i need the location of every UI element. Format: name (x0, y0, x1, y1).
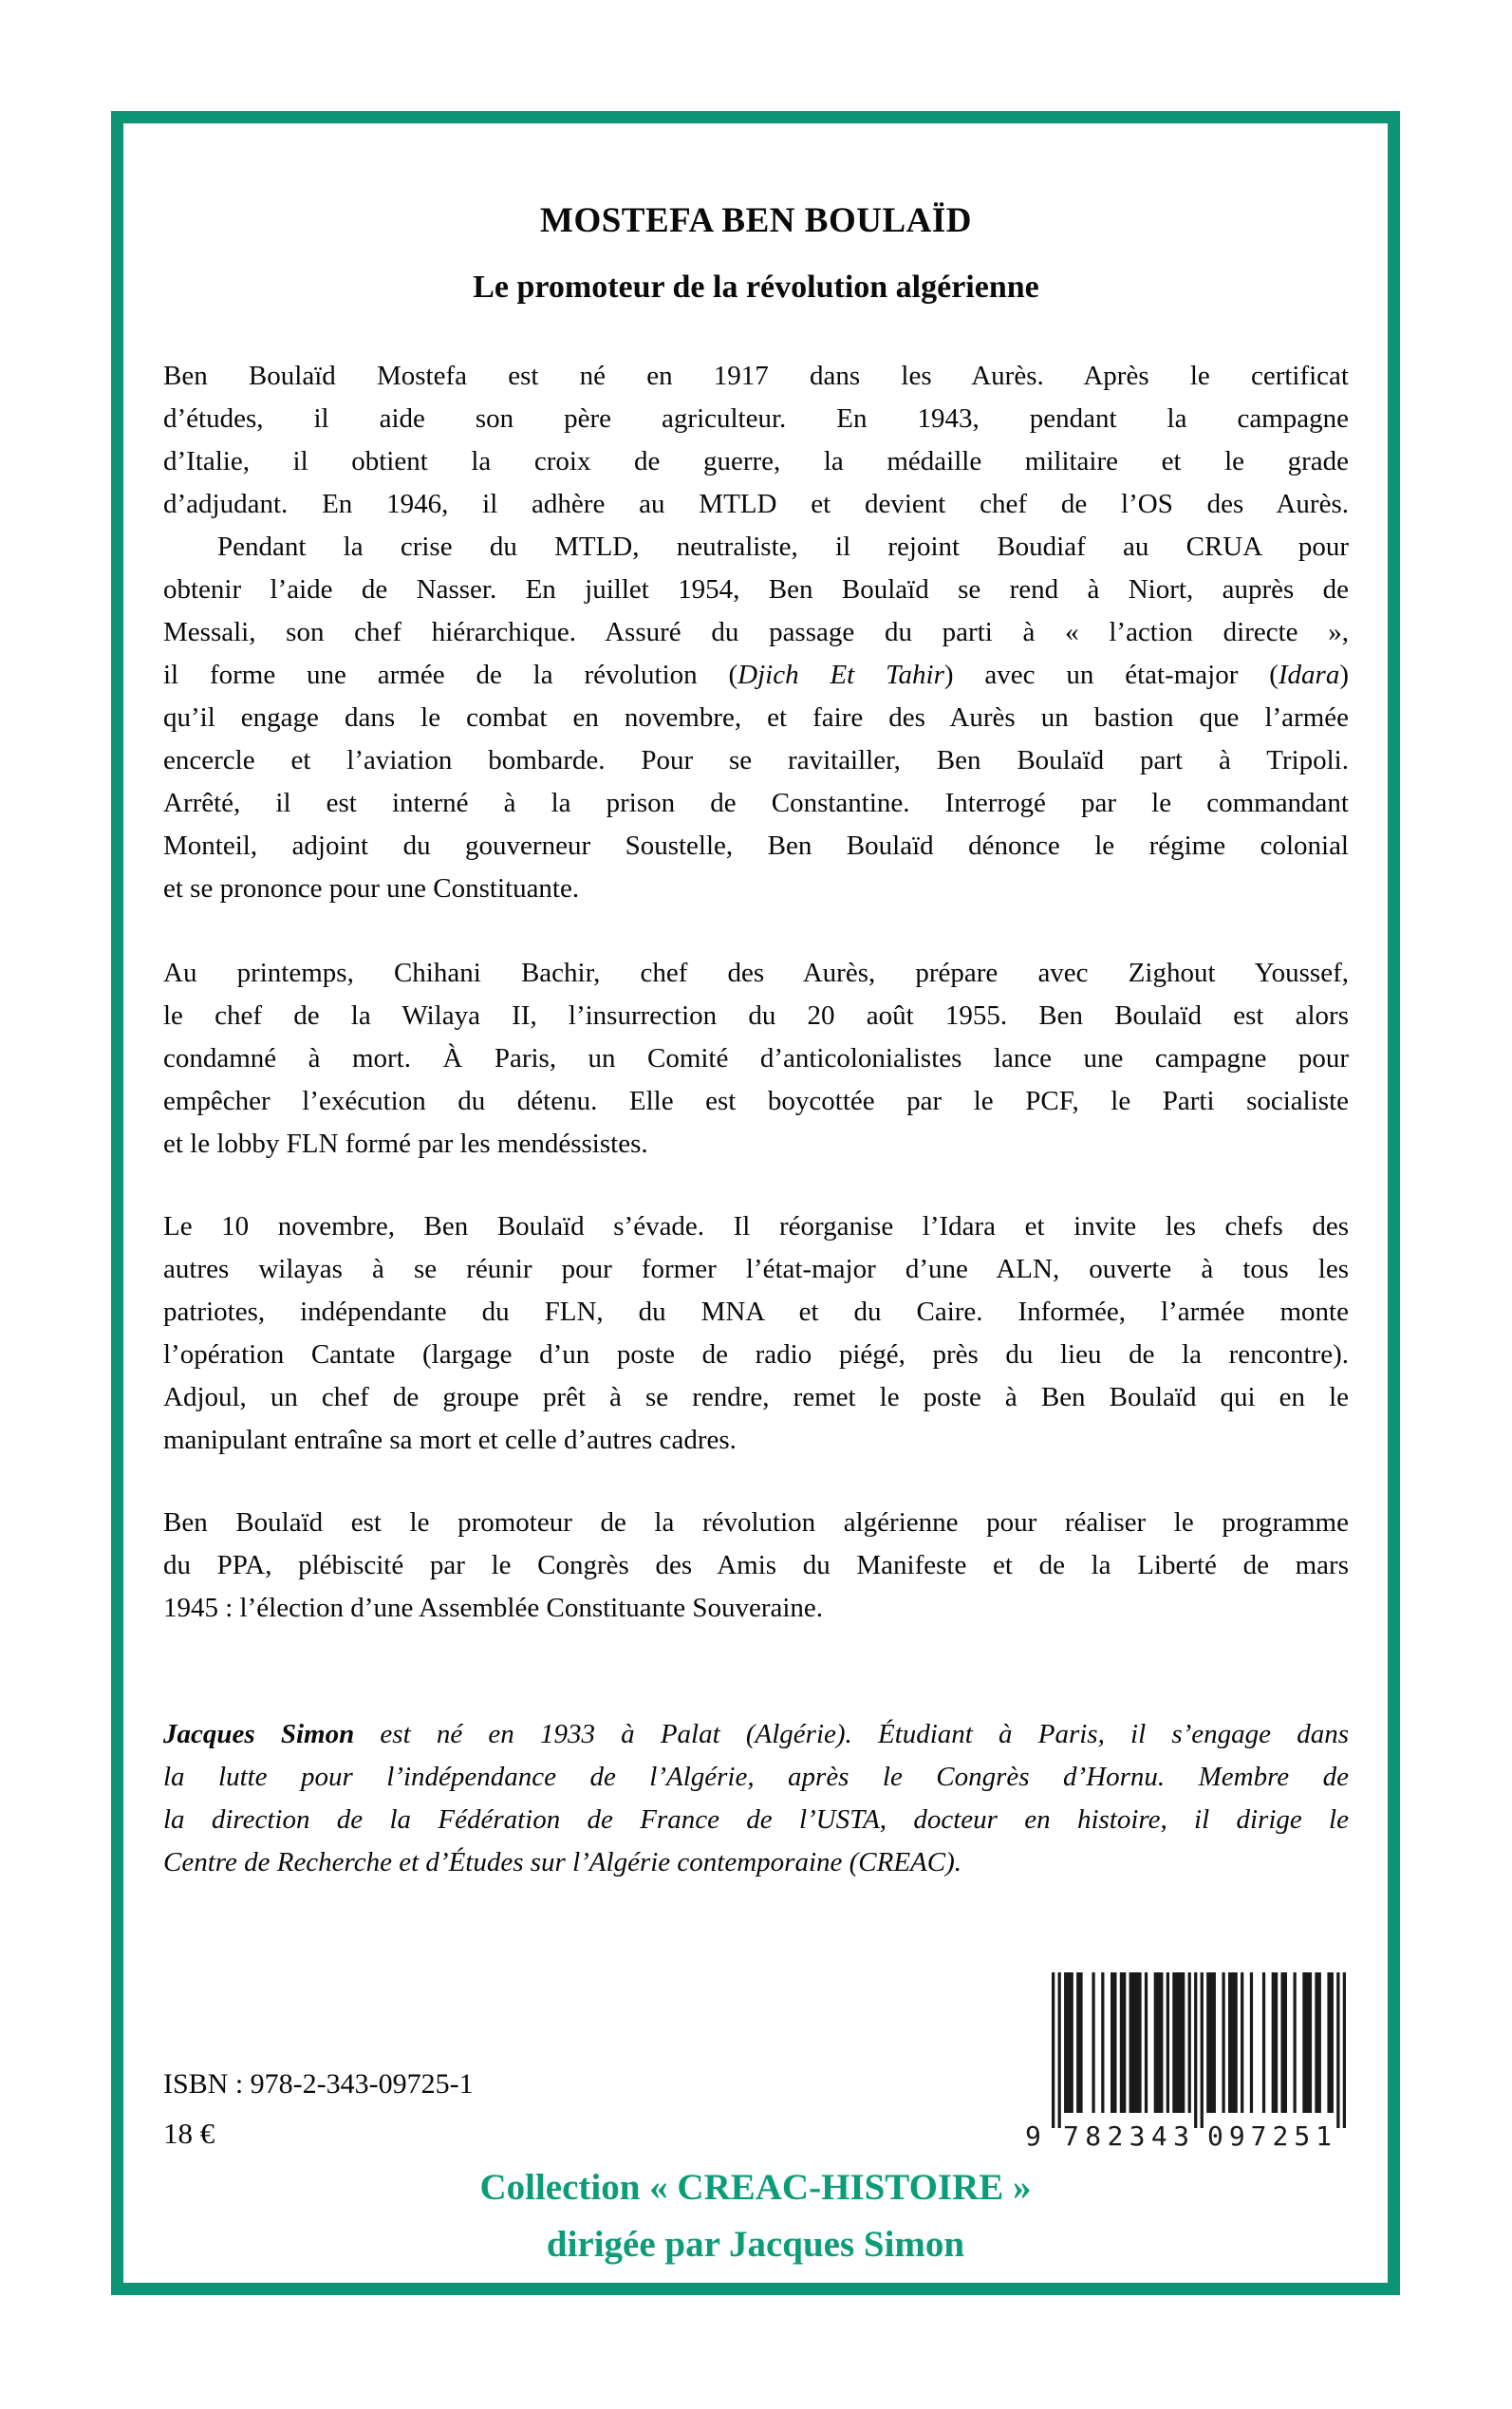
barcode-digit: 1 (1316, 2120, 1332, 2152)
text-line: autres wilayas à se réunir pour former l’état-major d’une ALN, ouverte à tous les (163, 1254, 1349, 1284)
text-line: Au printemps, Chihani Bachir, chef des Aurès, prépare avec Zighout Youssef, (163, 958, 1349, 988)
collection-title: Collection « CREAC-HISTOIRE » (479, 2167, 1032, 2208)
text-line: le chef de la Wilaya II, l’insurrection du 20 août 1955. Ben Boulaïd est alors (163, 1000, 1349, 1031)
isbn-label: ISBN : 978-2-343-09725-1 (163, 2068, 474, 2100)
barcode-digit: 4 (1150, 2120, 1167, 2152)
cover-frame (111, 111, 1400, 2295)
synopsis-paragraph-3 (163, 952, 1349, 1166)
barcode-digits (1025, 2120, 1372, 2153)
collection-director: dirigée par Jacques Simon (546, 2224, 965, 2265)
barcode-digit: 3 (1173, 2120, 1189, 2152)
text-line: obtenir l’aide de Nasser. En juillet 1954, Ben Boulaïd se rend à Niort, auprès de (163, 574, 1349, 605)
barcode-digit: 0 (1207, 2120, 1223, 2152)
synopsis-paragraph-2 (163, 526, 1349, 910)
book-subtitle: Le promoteur de la révolution algérienne (473, 270, 1039, 305)
text-line: 1945 : l’élection d’une Assemblée Constituante Souveraine. (163, 1593, 824, 1623)
barcode-digit: 9 (1228, 2120, 1245, 2152)
text-line: d’adjudant. En 1946, il adhère au MTLD et devient chef de l’OS des Aurès. (163, 489, 1349, 519)
barcode-digit-group (1207, 2120, 1332, 2153)
barcode-digit: 7 (1250, 2120, 1267, 2152)
synopsis-paragraph-5 (163, 1502, 1349, 1630)
text-line: la direction de la Fédération de France de l’USTA, docteur en histoire, il dirige le (163, 1804, 1349, 1835)
text-line: d’Italie, il obtient la croix de guerre, la médaille militaire et le grade (163, 446, 1349, 476)
barcode-digit: 7 (1063, 2120, 1079, 2152)
barcode-digit: 5 (1294, 2120, 1311, 2152)
text-line: encercle et l’aviation bombarde. Pour se ravitailler, Ben Boulaïd part à Tripoli. (163, 745, 1349, 775)
text-line: et le lobby FLN formé par les mendéssistes. (163, 1129, 648, 1159)
barcode-digit: 3 (1129, 2120, 1146, 2152)
synopsis (163, 355, 1349, 1630)
text-line: Le 10 novembre, Ben Boulaïd s’évade. Il réorganise l’Idara et invite les chefs des (163, 1211, 1349, 1242)
text-line: la lutte pour l’indépendance de l’Algérie, après le Congrès d’Hornu. Membre de (163, 1762, 1349, 1792)
synopsis-paragraph-4 (163, 1205, 1349, 1462)
synopsis-paragraph-1 (163, 355, 1349, 526)
text-line: Messali, son chef hiérarchique. Assuré du passage du parti à « l’action directe », (163, 617, 1349, 647)
book-title: MOSTEFA BEN BOULAÏD (540, 201, 972, 240)
text-line: condamné à mort. À Paris, un Comité d’anticolonialistes lance une campagne pour (163, 1043, 1349, 1074)
text-line: manipulant entraîne sa mort et celle d’autres cadres. (163, 1425, 737, 1455)
text-line: il forme une armée de la révolution (Djich Et Tahir) avec un état-major (Idara) (163, 660, 1350, 690)
text-line: Jacques Simon est né en 1933 à Palat (Algérie). Étudiant à Paris, il s’engage dans (163, 1719, 1350, 1749)
text-line: patriotes, indépendante du FLN, du MNA et du Caire. Informée, l’armée monte (163, 1297, 1349, 1327)
text-line: Monteil, adjoint du gouverneur Soustelle, Ben Boulaïd dénonce le régime colonial (163, 831, 1349, 861)
text-line: et se prononce pour une Constituante. (163, 873, 580, 904)
barcode-digit-group (1063, 2120, 1189, 2153)
text-line: qu’il engage dans le combat en novembre, et faire des Aurès un bastion que l’armée (163, 702, 1349, 733)
text-line: l’opération Cantate (largage d’un poste de radio piégé, près du lieu de la rencontre). (163, 1339, 1349, 1370)
text-line: empêcher l’exécution du détenu. Elle est boycottée par le PCF, le Parti socialiste (163, 1086, 1349, 1116)
text-line: Adjoul, un chef de groupe prêt à se rendre, remet le poste à Ben Boulaïd qui en le (163, 1382, 1349, 1412)
author-bio (163, 1713, 1349, 1884)
barcode-digit: 2 (1272, 2120, 1289, 2152)
price-label: 18 € (163, 2117, 215, 2150)
barcode-digit: 9 (1025, 2120, 1041, 2152)
barcode-digit: 2 (1107, 2120, 1124, 2152)
text-line: Ben Boulaïd Mostefa est né en 1917 dans les Aurès. Après le certificat (163, 361, 1349, 391)
text-line: Arrêté, il est interné à la prison de Constantine. Interrogé par le commandant (163, 788, 1349, 818)
ean13-barcode (1025, 1972, 1346, 2158)
text-line: Ben Boulaïd est le promoteur de la révolution algérienne pour réaliser le programme (163, 1507, 1349, 1538)
text-line: d’études, il aide son père agriculteur. En 1943, pendant la campagne (163, 403, 1349, 434)
barcode-digit: 8 (1085, 2120, 1102, 2152)
text-line: Pendant la crise du MTLD, neutraliste, il rejoint Boudiaf au CRUA pour (217, 532, 1349, 562)
text-line: Centre de Recherche et d’Études sur l’Algérie contemporaine (CREAC). (163, 1847, 962, 1877)
text-line: du PPA, plébiscité par le Congrès des Amis du Manifeste et de la Liberté de mars (163, 1550, 1349, 1580)
